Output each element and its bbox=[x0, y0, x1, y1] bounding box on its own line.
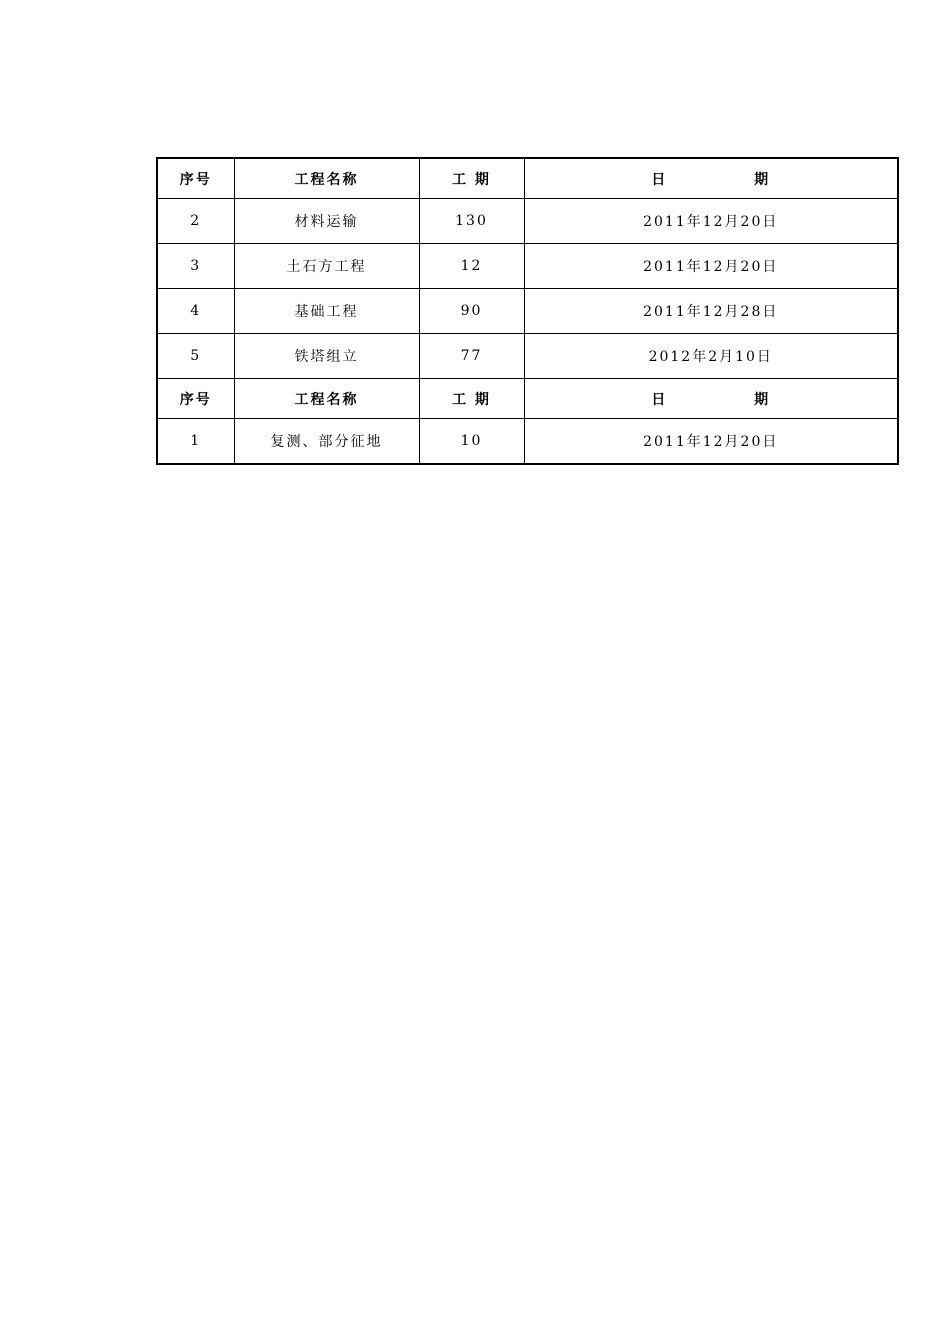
table-row bbox=[157, 334, 898, 379]
cell-period: 10 bbox=[419, 419, 524, 465]
cell-date: 2011年12月28日 bbox=[524, 289, 898, 334]
table-row bbox=[157, 289, 898, 334]
cell-date: 2011年12月20日 bbox=[524, 199, 898, 244]
table-row bbox=[157, 419, 898, 465]
header-seq: 序号 bbox=[157, 379, 234, 419]
cell-period: 12 bbox=[419, 244, 524, 289]
cell-period: 90 bbox=[419, 289, 524, 334]
header-name: 工程名称 bbox=[234, 158, 419, 199]
cell-seq: 4 bbox=[157, 289, 234, 334]
schedule-table bbox=[156, 157, 899, 465]
cell-period: 130 bbox=[419, 199, 524, 244]
table-row bbox=[157, 244, 898, 289]
header-name: 工程名称 bbox=[234, 379, 419, 419]
cell-period: 77 bbox=[419, 334, 524, 379]
cell-date: 2012年2月10日 bbox=[524, 334, 898, 379]
table-header-row bbox=[157, 158, 898, 199]
cell-date: 2011年12月20日 bbox=[524, 244, 898, 289]
cell-name: 基础工程 bbox=[234, 289, 419, 334]
cell-name: 复测、部分征地 bbox=[234, 419, 419, 465]
cell-seq: 5 bbox=[157, 334, 234, 379]
header-date: 日 期 bbox=[524, 379, 898, 419]
cell-name: 材料运输 bbox=[234, 199, 419, 244]
cell-seq: 1 bbox=[157, 419, 234, 465]
header-period: 工 期 bbox=[419, 158, 524, 199]
cell-date: 2011年12月20日 bbox=[524, 419, 898, 465]
cell-name: 铁塔组立 bbox=[234, 334, 419, 379]
cell-name: 土石方工程 bbox=[234, 244, 419, 289]
cell-seq: 2 bbox=[157, 199, 234, 244]
header-date: 日 期 bbox=[524, 158, 898, 199]
table-row bbox=[157, 199, 898, 244]
header-period: 工 期 bbox=[419, 379, 524, 419]
table-header-row bbox=[157, 379, 898, 419]
header-seq: 序号 bbox=[157, 158, 234, 199]
cell-seq: 3 bbox=[157, 244, 234, 289]
